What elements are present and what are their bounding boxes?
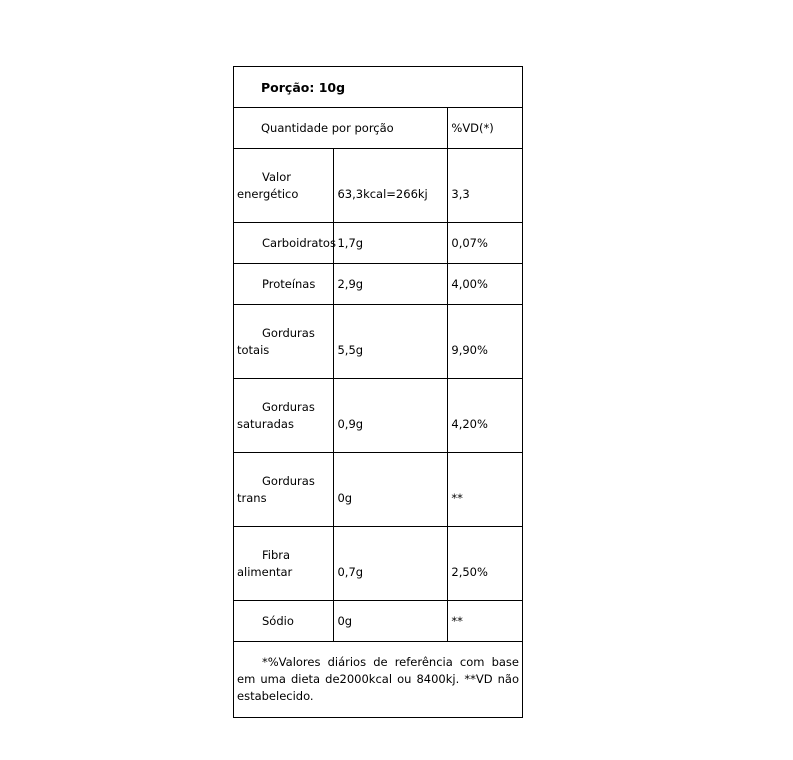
nutrient-row [234,223,523,264]
nutrient-name [234,223,334,264]
nutrient-name-line1: Fibra [262,547,291,562]
nutrient-row [234,453,523,527]
nutrient-vd: ** [448,601,523,642]
footnote-row [234,642,523,718]
vd-header: %VD(*) [448,108,523,149]
nutrient-name-line1: Proteínas [262,276,316,291]
nutrient-amount: 5,5g [334,305,448,379]
nutrient-name [234,264,334,305]
nutrient-name-line1: Valor [262,169,291,184]
header-row [234,108,523,149]
quantity-header: Quantidade por porção [234,108,448,149]
nutrient-rows [234,149,523,642]
nutrient-name [234,379,334,453]
nutrient-name-line1: Gorduras [262,473,315,488]
nutrient-name-line2: energético [237,186,299,201]
nutrient-vd: 3,3 [448,149,523,223]
nutrient-name-line2: totais [237,342,270,357]
nutrient-row [234,264,523,305]
nutrient-name [234,527,334,601]
nutrient-vd: 4,00% [448,264,523,305]
nutrient-name-line1: Gorduras [262,399,315,414]
nutrient-row [234,601,523,642]
nutrient-amount: 2,9g [334,264,448,305]
nutrition-facts-table [233,66,523,718]
nutrient-name-line2: saturadas [237,416,294,431]
nutrient-row [234,527,523,601]
footnote: *%Valores diários de referência com base em uma dieta de2000kcal ou 8400kj. **VD não estabelecido. [234,642,523,718]
portion-row [234,67,523,108]
nutrient-name [234,601,334,642]
nutrient-name [234,453,334,527]
nutrient-vd: 0,07% [448,223,523,264]
nutrient-name [234,305,334,379]
nutrient-name-line2: alimentar [237,564,293,579]
nutrient-row [234,149,523,223]
nutrient-vd: ** [448,453,523,527]
nutrient-amount: 63,3kcal=266kj [334,149,448,223]
nutrient-name-line1: Carboidratos [262,235,336,250]
nutrient-vd: 9,90% [448,305,523,379]
nutrient-amount: 0g [334,601,448,642]
nutrient-name-line1: Gorduras [262,325,315,340]
nutrient-amount: 1,7g [334,223,448,264]
portion-title: Porção: 10g [234,67,523,108]
nutrient-amount: 0g [334,453,448,527]
nutrient-amount: 0,7g [334,527,448,601]
nutrient-amount: 0,9g [334,379,448,453]
nutrient-row [234,305,523,379]
nutrient-name-line2: trans [237,490,267,505]
nutrient-vd: 2,50% [448,527,523,601]
nutrient-row [234,379,523,453]
nutrient-vd: 4,20% [448,379,523,453]
nutrient-name [234,149,334,223]
nutrient-name-line1: Sódio [262,613,294,628]
